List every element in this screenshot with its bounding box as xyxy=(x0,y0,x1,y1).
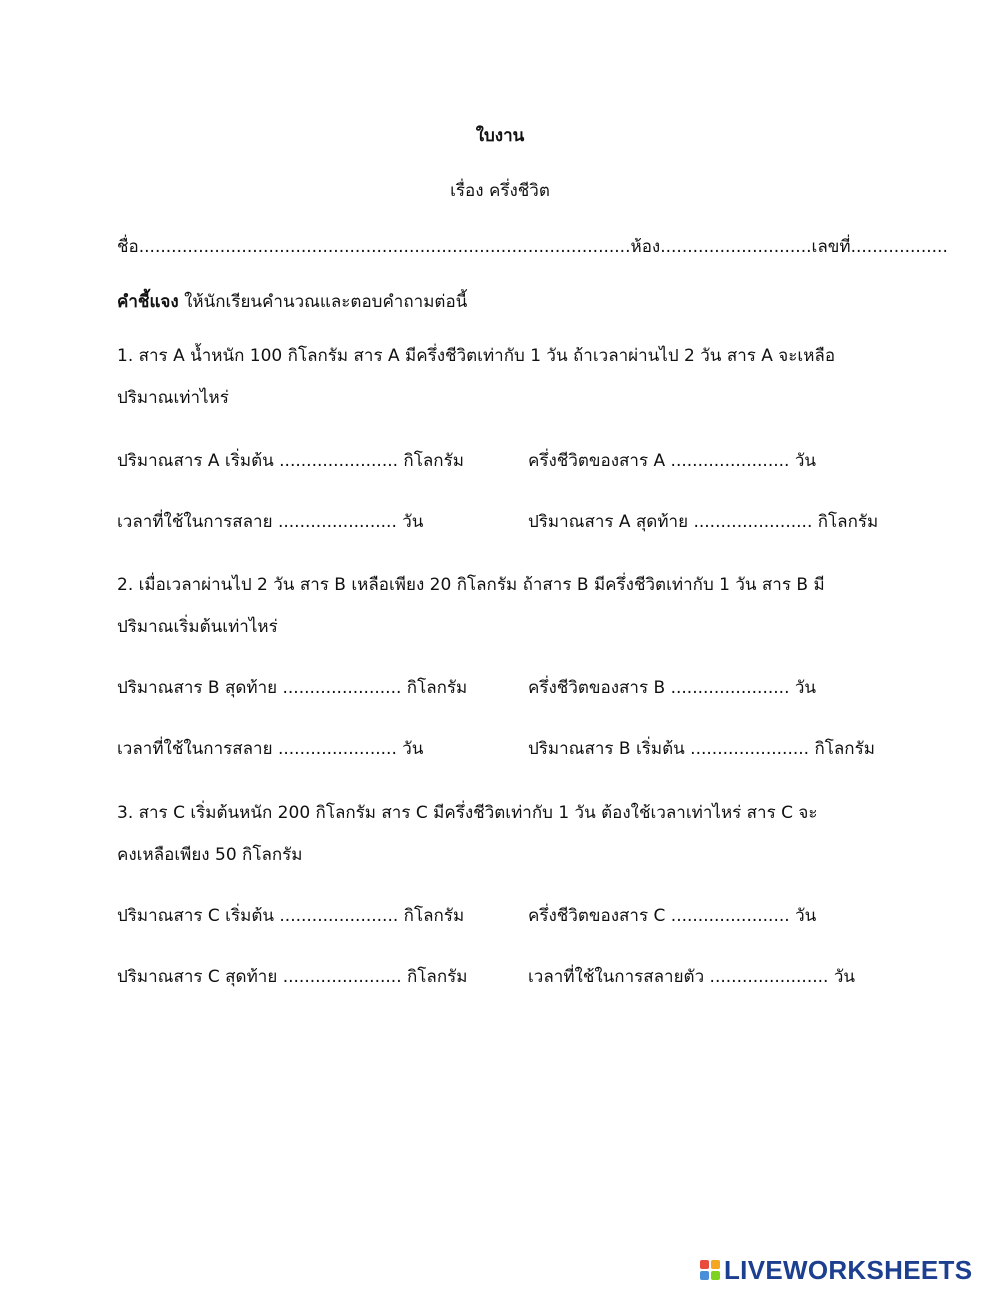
q3-text-line2: คงเหลือเพียง 50 กิโลกรัม xyxy=(117,845,303,865)
q2-answer-initial-amount[interactable]: ปริมาณสาร B เริ่มต้น ...................... กิโลกรัม xyxy=(528,739,875,759)
q1-text-line1: 1. สาร A น้ำหนัก 100 กิโลกรัม สาร A มีครึ่งชีวิตเท่ากับ 1 วัน ถ้าเวลาผ่านไป 2 วัน สาร A จะเหลือ xyxy=(117,346,836,366)
student-info-line: ชื่อ...........................................................................................ห้อง............................เลขที่.................. xyxy=(117,237,948,257)
liveworksheets-logo[interactable] xyxy=(700,1256,972,1284)
instruction-label: คำชี้แจง xyxy=(117,292,179,312)
q3-text-line1: 3. สาร C เริ่มต้นหนัก 200 กิโลกรัม สาร C มีครึ่งชีวิตเท่ากับ 1 วัน ต้องใช้เวลาเท่าไหร่ สาร C จะ xyxy=(117,803,818,823)
liveworksheets-logo-text: LIVEWORKSHEETS xyxy=(724,1254,973,1285)
q2-text-line1: 2. เมื่อเวลาผ่านไป 2 วัน สาร B เหลือเพียง 20 กิโลกรัม ถ้าสาร B มีครึ่งชีวิตเท่ากับ 1 วัน สาร B มี xyxy=(117,575,825,595)
q1-answer-initial-amount[interactable]: ปริมาณสาร A เริ่มต้น ...................... กิโลกรัม xyxy=(117,451,464,471)
logo-square-4 xyxy=(711,1271,720,1280)
q1-text-line2: ปริมาณเท่าไหร่ xyxy=(117,388,229,408)
q2-answer-decay-time[interactable]: เวลาที่ใช้ในการสลาย ...................... วัน xyxy=(117,739,424,759)
q3-answer-decay-time[interactable]: เวลาที่ใช้ในการสลายตัว ...................... วัน xyxy=(528,967,856,987)
instruction-text: ให้นักเรียนคำนวณและตอบคำถามต่อนี้ xyxy=(178,292,468,312)
q1-answer-half-life[interactable]: ครึ่งชีวิตของสาร A ...................... วัน xyxy=(528,451,817,471)
instruction xyxy=(117,291,467,313)
logo-square-2 xyxy=(711,1260,720,1269)
q2-answer-final-amount[interactable]: ปริมาณสาร B สุดท้าย ...................... กิโลกรัม xyxy=(117,678,468,698)
q1-answer-decay-time[interactable]: เวลาที่ใช้ในการสลาย ...................... วัน xyxy=(117,512,424,532)
worksheet-title: ใบงาน xyxy=(475,126,525,146)
q1-answer-final-amount[interactable]: ปริมาณสาร A สุดท้าย ...................... กิโลกรัม xyxy=(528,512,879,532)
q3-answer-initial-amount[interactable]: ปริมาณสาร C เริ่มต้น ...................... กิโลกรัม xyxy=(117,906,465,926)
liveworksheets-logo-icon xyxy=(700,1260,720,1280)
q2-text-line2: ปริมาณเริ่มต้นเท่าไหร่ xyxy=(117,617,278,637)
logo-square-1 xyxy=(700,1260,709,1269)
q3-answer-final-amount[interactable]: ปริมาณสาร C สุดท้าย ...................... กิโลกรัม xyxy=(117,967,468,987)
worksheet-subtitle: เรื่อง ครึ่งชีวิต xyxy=(450,181,550,201)
q3-answer-half-life[interactable]: ครึ่งชีวิตของสาร C ...................... วัน xyxy=(528,906,817,926)
q2-answer-half-life[interactable]: ครึ่งชีวิตของสาร B ...................... วัน xyxy=(528,678,817,698)
logo-square-3 xyxy=(700,1271,709,1280)
